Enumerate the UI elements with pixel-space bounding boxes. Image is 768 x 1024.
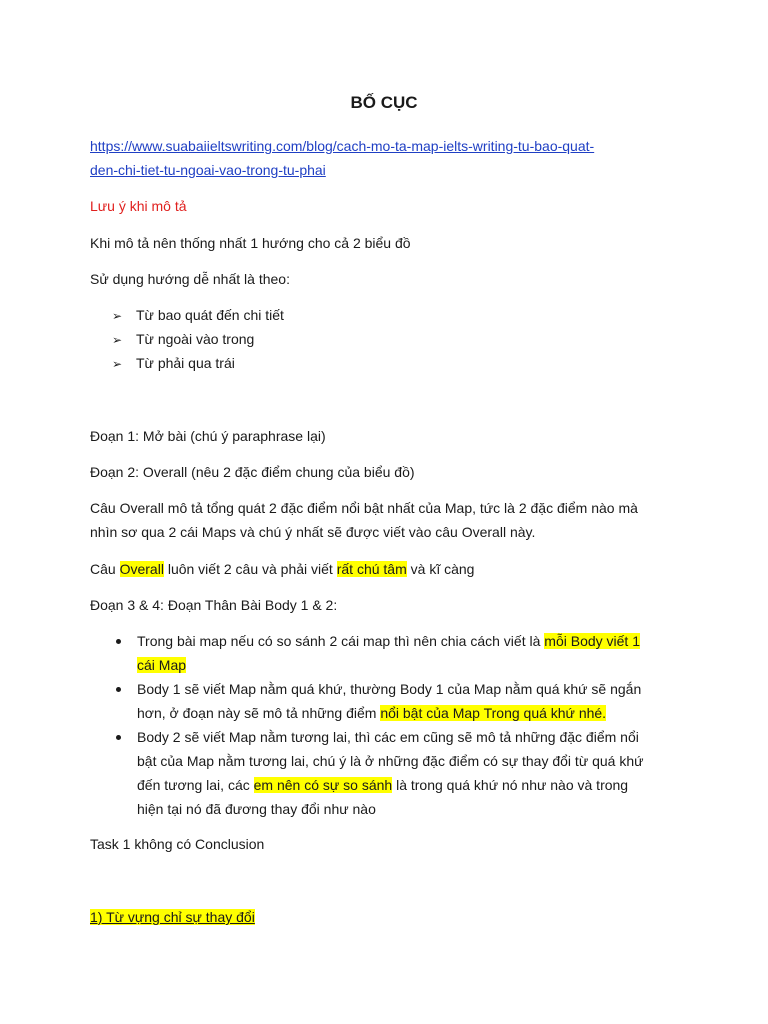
note-heading: Lưu ý khi mô tả bbox=[90, 198, 187, 214]
body-bullet-3: Body 2 sẽ viết Map nằm tương lai, thì các em cũng sẽ mô tả những đặc điểm nổi bật của Map nằm tương lai, chú ý là ở những đặc điểm có sự thay đổi từ quá khứ đến tương lai, các em nên có sự so sánh là trong quá khứ nó như nào và trong hiện tại nó đã đương thay đổi như nào bbox=[112, 725, 678, 821]
bullet-dot-icon bbox=[116, 735, 121, 740]
arrow-bullet-icon: ➢ bbox=[112, 309, 123, 323]
reference-link-continued[interactable]: den-chi-tiet-tu-ngoai-vao-trong-tu-phai bbox=[90, 162, 326, 178]
section-1-heading bbox=[90, 905, 255, 929]
overall-description-line: Câu Overall mô tả tổng quát 2 đặc điểm nổi bật nhất của Map, tức là 2 đặc điểm nào mà bbox=[90, 500, 638, 516]
body-bullet-2: Body 1 sẽ viết Map nằm quá khứ, thường Body 1 của Map nằm quá khứ sẽ ngắn hơn, ở đoạn này sẽ mô tả những điểm nổi bật của Map Trong quá khứ nhé. bbox=[112, 677, 678, 725]
arrow-bullet-icon: ➢ bbox=[112, 357, 123, 371]
section-1-heading-text: 1) Từ vựng chỉ sự thay đổi bbox=[90, 909, 255, 925]
overall-description-line: nhìn sơ qua 2 cái Maps và chú ý nhất sẽ được viết vào câu Overall này. bbox=[90, 524, 536, 540]
paragraph-2-heading: Đoạn 2: Overall (nêu 2 đặc điểm chung của biểu đồ) bbox=[90, 464, 415, 480]
direction-list-item: ➢ Từ bao quát đến chi tiết bbox=[112, 303, 284, 328]
highlight-each-body-continued: cái Map bbox=[137, 657, 187, 673]
direction-list-item: ➢ Từ ngoài vào trong bbox=[112, 327, 254, 352]
body-bullet-1: Trong bài map nếu có so sánh 2 cái map thì nên chia cách viết là mỗi Body viết 1 cái Map bbox=[112, 629, 678, 677]
highlight-careful: rất chú tâm bbox=[336, 561, 407, 577]
arrow-bullet-icon: ➢ bbox=[112, 333, 123, 347]
highlight-past-features: nổi bật của Map Trong quá khứ nhé. bbox=[380, 705, 607, 721]
highlight-overall: Overall bbox=[119, 561, 164, 577]
direction-instruction: Khi mô tả nên thống nhất 1 hướng cho cả 2 biểu đồ bbox=[90, 235, 411, 251]
bullet-dot-icon bbox=[116, 639, 121, 644]
reference-link[interactable]: https://www.suabaiieltswriting.com/blog/cach-mo-ta-map-ielts-writing-tu-bao-quat- bbox=[90, 138, 595, 154]
overall-note: Câu Overall luôn viết 2 câu và phải viết rất chú tâm và kĩ càng bbox=[90, 561, 475, 577]
paragraph-3-4-heading: Đoạn 3 & 4: Đoạn Thân Bài Body 1 & 2: bbox=[90, 597, 338, 613]
highlight-compare: em nên có sự so sánh bbox=[253, 777, 393, 793]
direction-list-item: ➢ Từ phải qua trái bbox=[112, 351, 235, 376]
direction-intro: Sử dụng hướng dễ nhất là theo: bbox=[90, 271, 290, 287]
reference-link-line-2[interactable] bbox=[90, 158, 326, 182]
highlight-each-body: mỗi Body viết 1 bbox=[544, 633, 640, 649]
paragraph-1-heading: Đoạn 1: Mở bài (chú ý paraphrase lại) bbox=[90, 428, 326, 444]
document-title: BỐ CỤC bbox=[350, 93, 418, 112]
bullet-dot-icon bbox=[116, 687, 121, 692]
reference-link-line-1[interactable] bbox=[90, 134, 594, 158]
task1-note: Task 1 không có Conclusion bbox=[90, 836, 265, 852]
